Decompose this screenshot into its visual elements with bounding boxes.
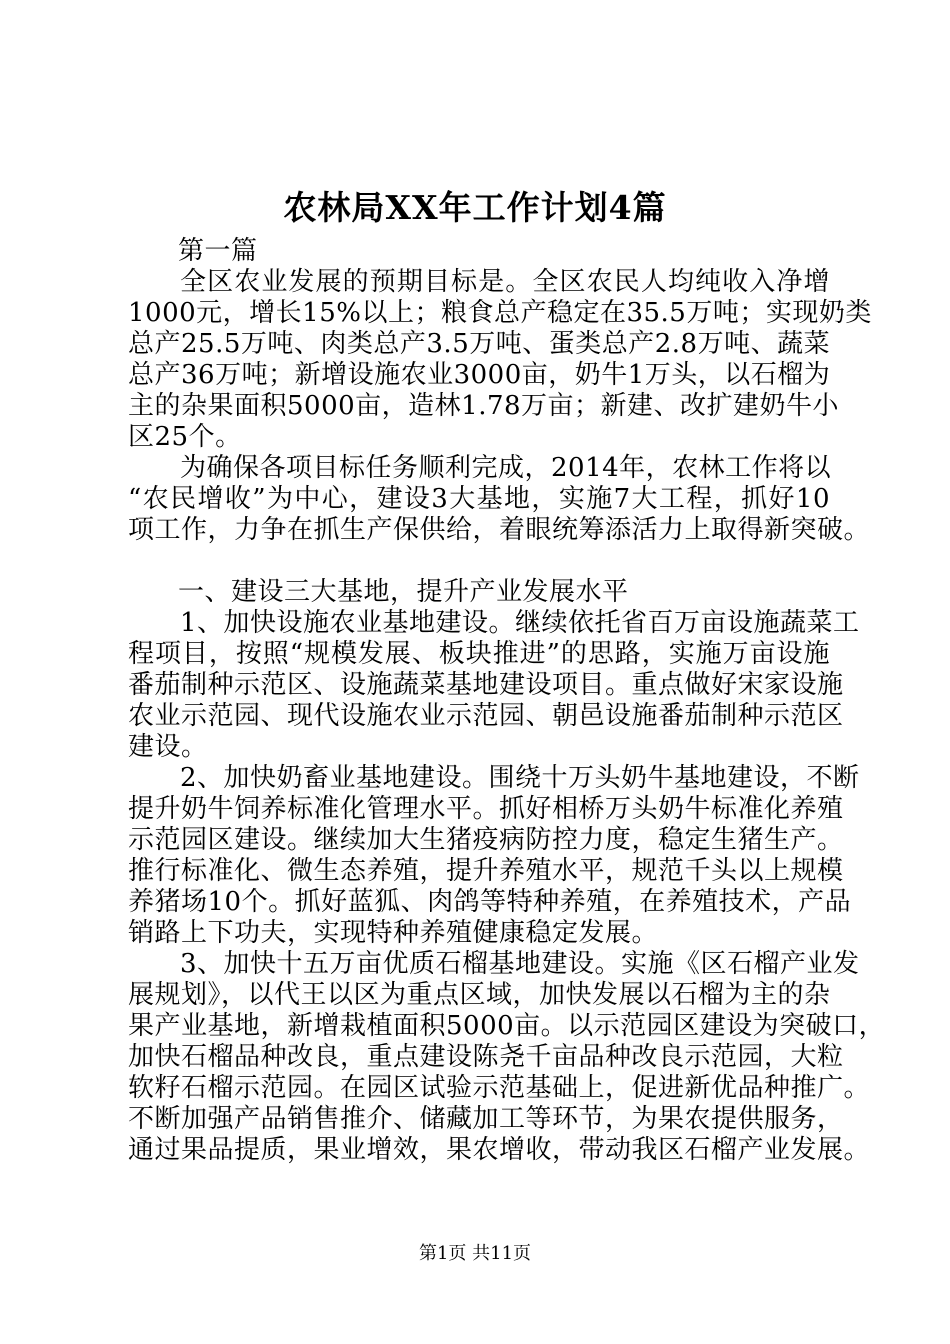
paragraph-line: 3、加快十五万亩优质石榴基地建设。实施《区石榴产业发 xyxy=(180,949,860,979)
paragraph-line: 通过果品提质，果业增效，果农增收，带动我区石榴产业发展。 xyxy=(128,1135,871,1165)
paragraph-line: 提升奶牛饲养标准化管理水平。抓好相桥万头奶牛标准化养殖 xyxy=(128,794,844,824)
paragraph-line: 软籽石榴示范园。在园区试验示范基础上，促进新优品种推广。 xyxy=(128,1073,871,1103)
paragraph-line: 展规划》，以代王以区为重点区域，加快发展以石榴为主的杂 xyxy=(128,980,831,1010)
paragraph-line: 番茄制种示范区、设施蔬菜基地建设项目。重点做好宋家设施 xyxy=(128,670,844,700)
paragraph-line: 区25个。 xyxy=(128,422,242,452)
paragraph-line: 项工作，力争在抓生产保供给，着眼统筹添活力上取得新突破。 xyxy=(128,515,871,545)
paragraph-line: 建设。 xyxy=(128,732,208,762)
paragraph-line: 推行标准化、微生态养殖，提升养殖水平，规范千头以上规模 xyxy=(128,856,844,886)
paragraph-line: 示范园区建设。继续加大生猪疫病防控力度，稳定生猪生产。 xyxy=(128,825,844,855)
paragraph-line: 养猪场10个。抓好蓝狐、肉鸽等特种养殖，在养殖技术，产品 xyxy=(128,887,852,917)
section-heading: 一、建设三大基地，提升产业发展水平 xyxy=(178,577,629,607)
paragraph-line: 全区农业发展的预期目标是。全区农民人均纯收入净增 xyxy=(180,267,830,297)
paragraph-line: 加快石榴品种改良，重点建设陈尧千亩品种改良示范园，大粒 xyxy=(128,1042,844,1072)
paragraph-line: 程项目，按照“规模发展、板块推进”的思路，实施万亩设施 xyxy=(128,639,830,669)
paragraph-line: 为确保各项目标任务顺利完成，2014年，农林工作将以 xyxy=(180,453,832,483)
paragraph-line: 农业示范园、现代设施农业示范园、朝邑设施番茄制种示范区 xyxy=(128,701,844,731)
paragraph-line: 2、加快奶畜业基地建设。围绕十万头奶牛基地建设，不断 xyxy=(180,763,860,793)
paragraph-line: 总产25.5万吨、肉类总产3.5万吨、蛋类总产2.8万吨、蔬菜 xyxy=(128,329,831,359)
paragraph-line: 不断加强产品销售推介、储藏加工等环节，为果农提供服务， xyxy=(128,1104,844,1134)
section-heading-first: 第一篇 xyxy=(178,236,258,266)
paragraph-line: 销路上下功夫，实现特种养殖健康稳定发展。 xyxy=(128,918,659,948)
paragraph-line: 主的杂果面积5000亩，造林1.78万亩；新建、改扩建奶牛小 xyxy=(128,391,840,421)
paragraph-line: 1、加快设施农业基地建设。继续依托省百万亩设施蔬菜工 xyxy=(180,608,860,638)
page-footer: 第1页 共11页 xyxy=(418,1243,532,1264)
paragraph-line: 1000元，增长15%以上；粮食总产稳定在35.5万吨；实现奶类 xyxy=(128,298,872,328)
paragraph-line: 总产36万吨；新增设施农业3000亩，奶牛1万头，以石榴为 xyxy=(128,360,831,390)
document-body xyxy=(128,236,886,1166)
document-title: 农林局XX年工作计划4篇 xyxy=(283,188,667,227)
paragraph-line: “农民增收”为中心，建设3大基地，实施7大工程，抓好10 xyxy=(128,484,830,514)
paragraph-line: 果产业基地，新增栽植面积5000亩。以示范园区建设为突破口， xyxy=(128,1011,886,1041)
blank-line xyxy=(128,546,830,577)
